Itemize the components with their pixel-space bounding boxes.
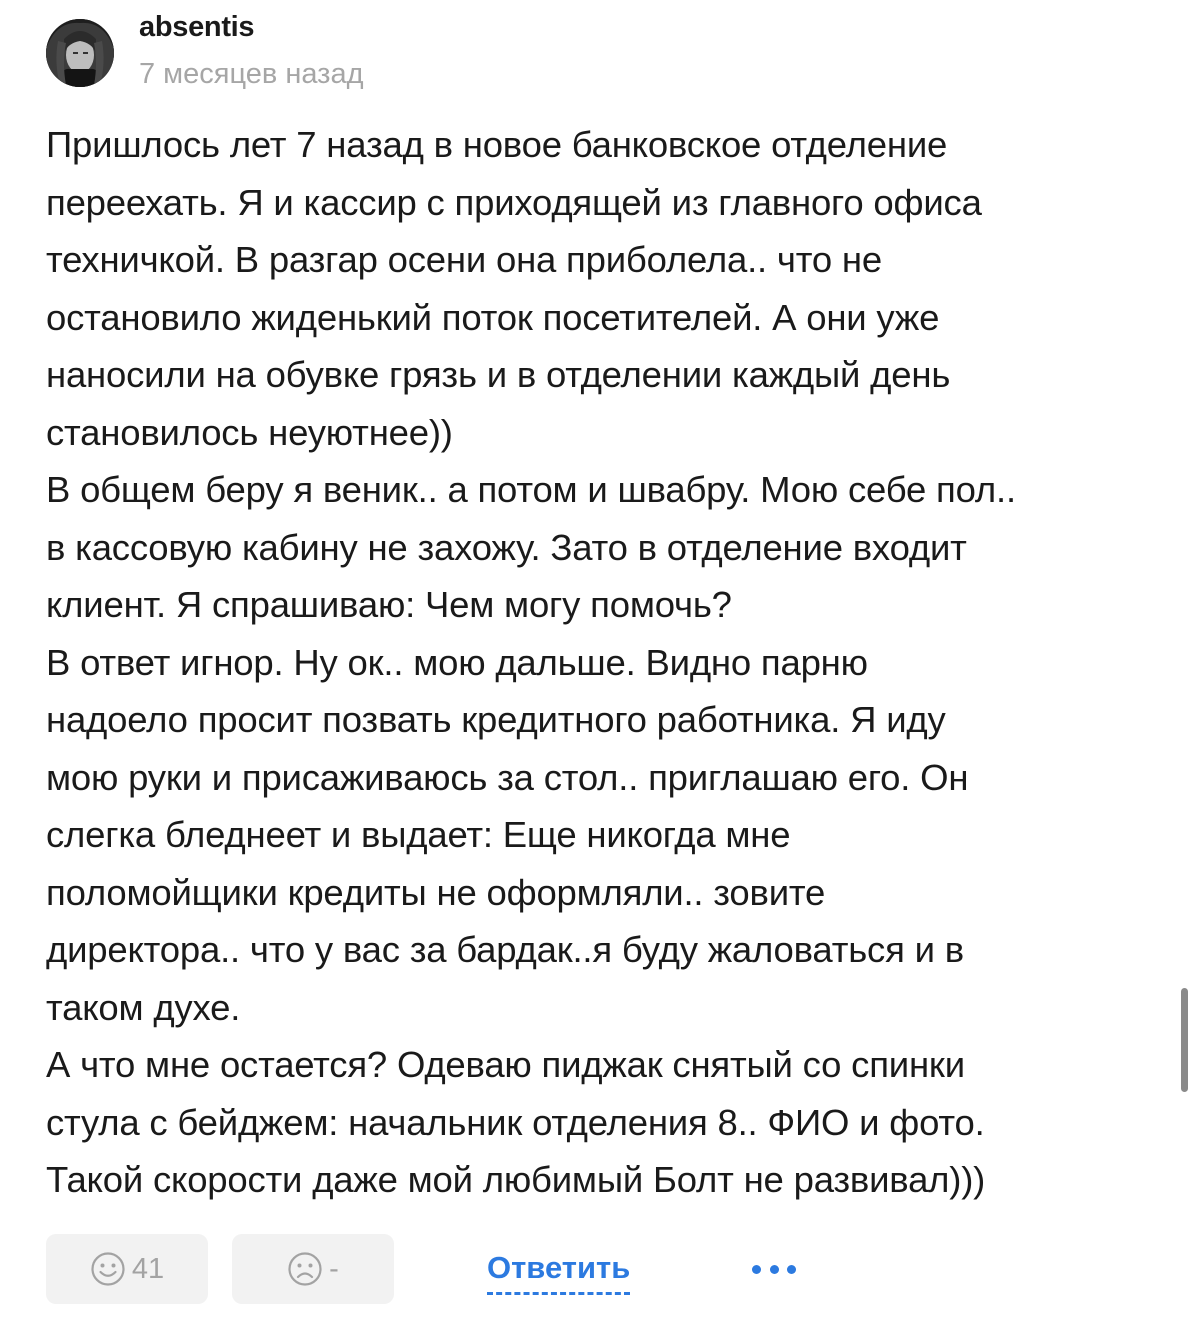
comment-body	[46, 116, 1166, 1209]
like-button[interactable]	[46, 1234, 208, 1304]
comment-body-line: остановило жиденький поток посетителей. А они уже	[46, 296, 940, 338]
comment-body-line: надоело просит позвать кредитного работника. Я иду	[46, 699, 946, 740]
comment-body-line: мою руки и присаживаюсь за стол.. приглашаю его. Он	[46, 756, 969, 798]
comment-body-line: поломойщики кредиты не оформляли.. зовите	[46, 871, 826, 913]
user-avatar-icon	[46, 19, 114, 87]
comment-body-line: В ответ игнор. Ну ок.. мою дальше. Видно парню	[46, 641, 868, 683]
comment-body-line: директора.. что у вас за бардак..я буду жаловаться и в	[46, 929, 964, 970]
comment-body-line: В общем беру я веник.. а потом и швабру. Мою себе пол..	[46, 469, 1016, 510]
avatar[interactable]	[46, 19, 114, 87]
scrollbar[interactable]	[1181, 988, 1188, 1092]
comment-body-line: А что мне остается? Одеваю пиджак снятый со спинки	[46, 1044, 965, 1085]
sad-face-icon	[287, 1251, 323, 1287]
smile-face-icon	[90, 1251, 126, 1287]
comment-body-line: клиент. Я спрашиваю: Чем могу помочь?	[46, 584, 732, 625]
more-dots-icon[interactable]	[752, 1256, 796, 1282]
comment-body-line: становилось неуютнее))	[46, 411, 453, 453]
dislike-button[interactable]	[232, 1234, 394, 1304]
like-count: 41	[131, 1252, 165, 1285]
reply-button[interactable]: Ответить	[487, 1250, 630, 1295]
comment-body-line: стула с бейджем: начальник отделения 8.. ФИО и фото.	[46, 1101, 985, 1143]
dislike-count: -	[329, 1252, 339, 1285]
author-name[interactable]: absentis	[139, 11, 255, 43]
comment-body-line: таком духе.	[46, 986, 241, 1028]
comment-body-line: переехать. Я и кассир с приходящей из главного офиса	[46, 181, 982, 223]
comment-body-line: наносили на обувке грязь и в отделении каждый день	[46, 354, 951, 395]
comment-body-line: слегка бледнеет и выдает: Еще никогда мне	[46, 814, 791, 855]
comment-body-line: Пришлось лет 7 назад в новое банковское отделение	[46, 124, 948, 165]
comment-body-line: в кассовую кабину не захожу. Зато в отделение входит	[46, 526, 967, 568]
comment-timestamp: 7 месяцев назад	[139, 58, 364, 90]
comment-body-line: Такой скорости даже мой любимый Болт не развивал)))	[46, 1159, 986, 1200]
comment-actions	[0, 1234, 1200, 1304]
comment-body-line: техничкой. В разгар осени она приболела.. что не	[46, 239, 882, 280]
